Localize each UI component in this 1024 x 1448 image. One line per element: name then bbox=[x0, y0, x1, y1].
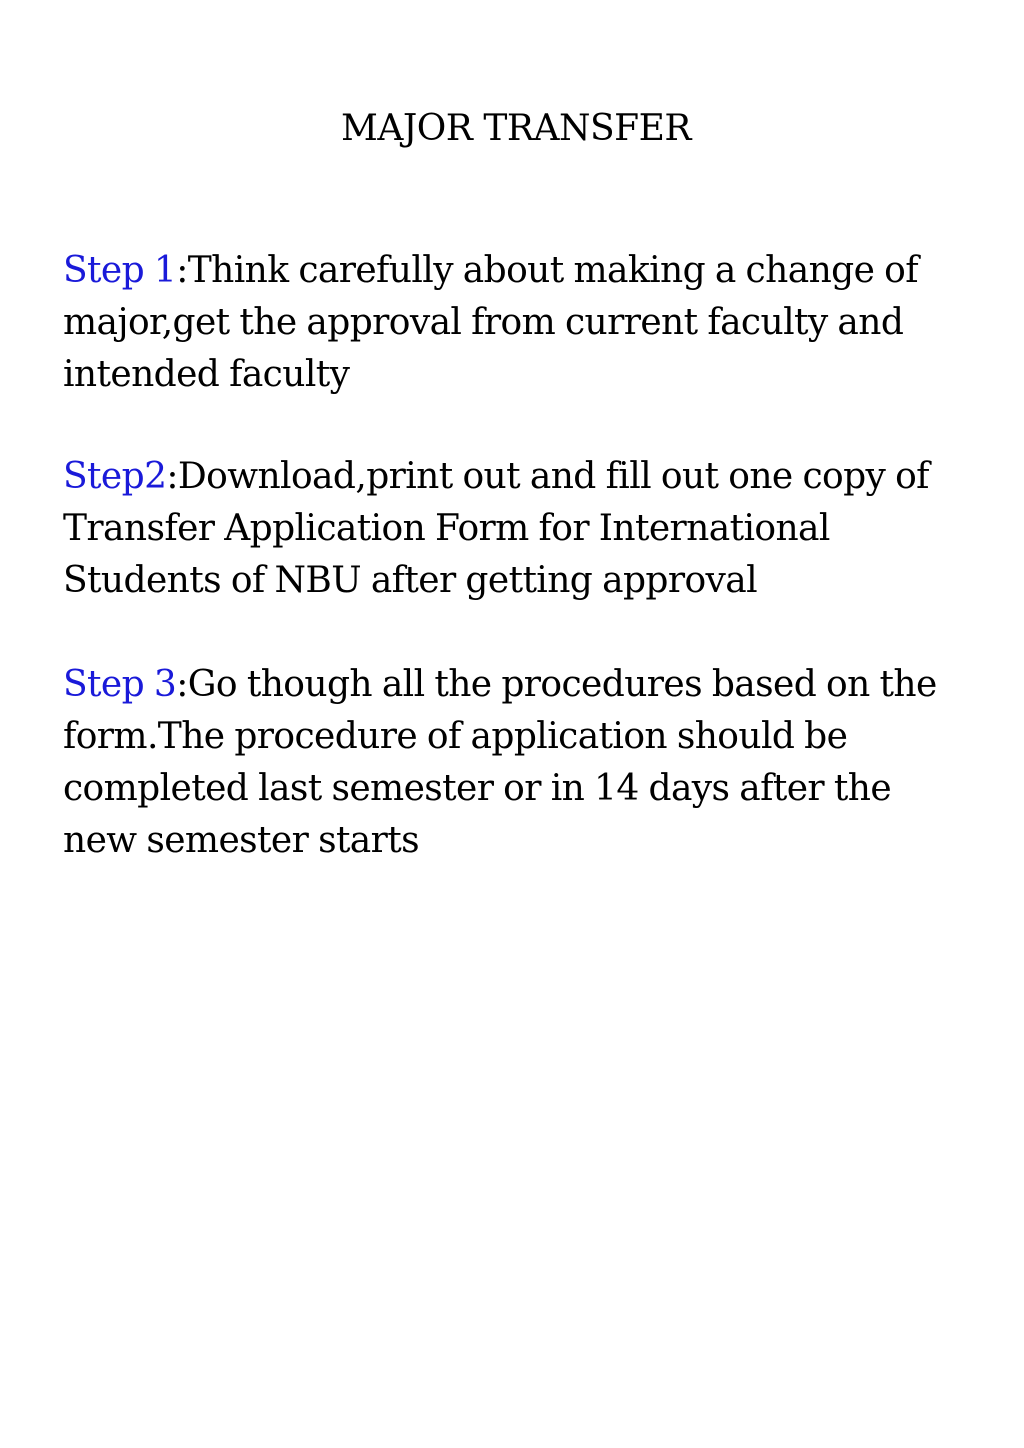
page-title: MAJOR TRANSFER bbox=[341, 108, 691, 149]
step-2-text: :Download,print out and fill out one copy of Transfer Application Form for International Students of NBU after getting approval bbox=[63, 456, 929, 601]
step-3-label: Step 3 bbox=[63, 664, 177, 705]
step-1-text: :Think carefully about making a change of major,get the approval from current faculty and intended faculty bbox=[63, 250, 918, 395]
step-3-text: :Go though all the procedures based on the form.The procedure of application should be completed last semester or in 14 days after the new semester starts bbox=[63, 664, 937, 861]
step-3-paragraph bbox=[63, 659, 963, 867]
step-1-paragraph bbox=[63, 245, 963, 401]
step-2-label: Step2 bbox=[63, 456, 167, 497]
step-2-paragraph bbox=[63, 451, 963, 607]
step-1-label: Step 1 bbox=[63, 250, 177, 291]
